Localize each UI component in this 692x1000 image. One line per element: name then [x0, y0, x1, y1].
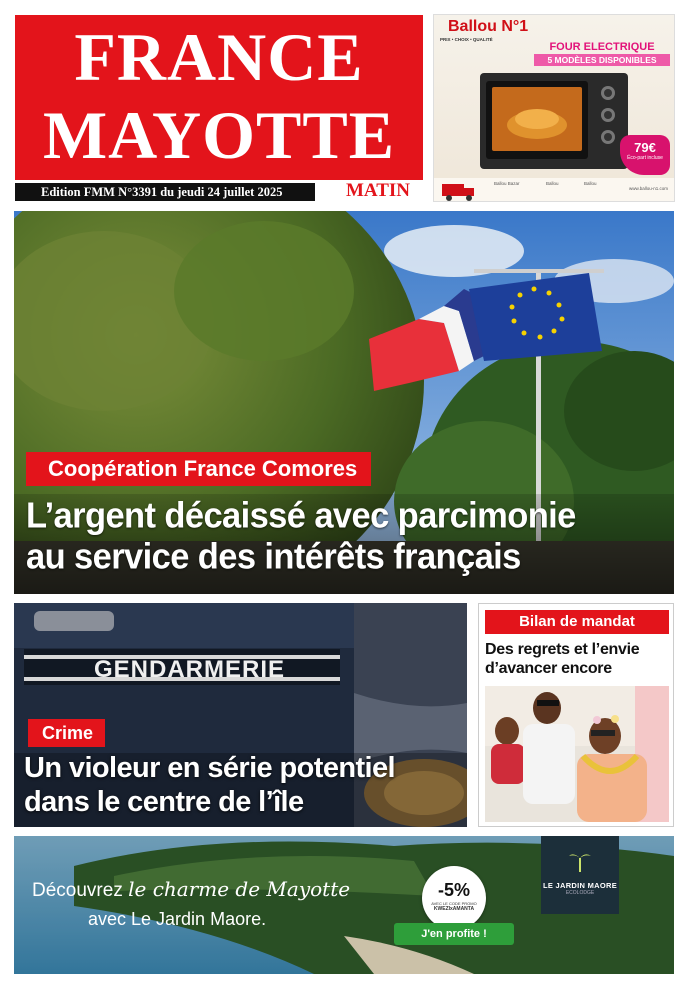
- main-story-headline[interactable]: [26, 496, 666, 578]
- promo-value: -5%: [437, 880, 470, 900]
- ad-store-3: Ballou: [584, 181, 597, 186]
- price-value: 79€: [634, 140, 656, 155]
- cta-button[interactable]: J'en profite !: [394, 923, 514, 945]
- ad-line1-prefix: Découvrez: [32, 880, 129, 901]
- ad-subtitle: 5 MODÈLES DISPONIBLES: [534, 54, 670, 66]
- logo-name: LE JARDIN MAORE: [542, 881, 618, 890]
- ad-line1-cursive: le charme de Mayotte: [128, 877, 351, 901]
- price-badge: [620, 135, 670, 175]
- jardin-maore-logo[interactable]: [541, 836, 619, 914]
- ad-tagline: PRIX • CHOIX • QUALITÉ: [440, 37, 493, 42]
- oven-image: [478, 69, 630, 173]
- bilan-story-headline[interactable]: [485, 640, 671, 678]
- masthead-title-line1: FRANCE: [74, 19, 364, 95]
- main-story-kicker: Coopération France Comores: [26, 452, 371, 486]
- ad-store-2: Ballou: [546, 181, 559, 186]
- bilan-headline-line1: Des regrets et l’envie: [485, 641, 640, 658]
- crime-headline-line1: Un violeur en série potentiel: [24, 752, 395, 784]
- people-photo: [485, 686, 669, 822]
- palm-tree-icon: [569, 850, 591, 872]
- main-story[interactable]: [14, 211, 674, 594]
- masthead-matin: MATIN: [345, 180, 411, 201]
- crime-story-kicker: Crime: [28, 719, 105, 747]
- delivery-truck-icon: [440, 180, 480, 202]
- edition-info: Edition FMM N°3391 du jeudi 24 juillet 2025: [15, 183, 315, 201]
- crime-story-headline[interactable]: [24, 751, 464, 819]
- main-headline-line2: au service des intérêts français: [26, 536, 521, 577]
- promo-code: KWEZIxAMANTA: [433, 906, 475, 912]
- bilan-story-kicker: Bilan de mandat: [485, 610, 669, 634]
- promo-note: AVEC LE CODE PROMO: [431, 901, 477, 906]
- bilan-story[interactable]: [478, 603, 674, 827]
- bilan-headline-line2: d’avancer encore: [485, 660, 612, 677]
- logo-sub: ECOLODGE: [565, 890, 595, 896]
- price-note: Éco-part incluse: [627, 155, 663, 161]
- gendarmerie-text: GENDARMERIE: [94, 656, 286, 683]
- masthead-title-line2: MAYOTTE: [42, 97, 396, 173]
- ad-footer: [434, 178, 675, 202]
- masthead-logo[interactable]: [15, 15, 423, 180]
- ad-bottom-line1: [32, 877, 350, 902]
- ad-bottom-banner[interactable]: [14, 836, 674, 974]
- main-headline-line1: L’argent décaissé avec parcimonie: [26, 496, 576, 536]
- ad-website[interactable]: www.ballou-n1.com: [629, 186, 669, 191]
- ad-store-1: Ballou Bazar: [494, 181, 520, 186]
- main-story-headline-box: [14, 494, 674, 594]
- ad-title: FOUR ELECTRIQUE: [549, 41, 655, 53]
- ad-top-banner[interactable]: [433, 14, 675, 202]
- promo-badge: [422, 866, 486, 930]
- crime-headline-line2: dans le centre de l’île: [24, 786, 304, 818]
- ad-brand: Ballou N°1: [448, 18, 529, 35]
- ad-bottom-line2: avec Le Jardin Maore.: [88, 909, 267, 929]
- masthead: [15, 15, 423, 201]
- crime-story[interactable]: [14, 603, 467, 827]
